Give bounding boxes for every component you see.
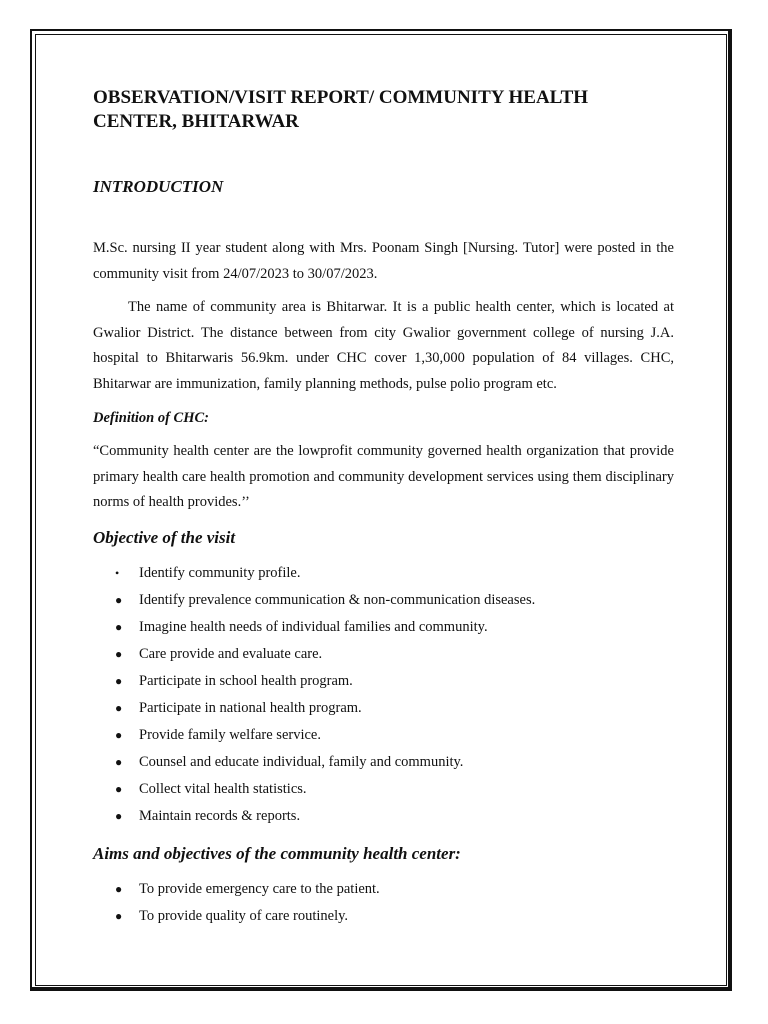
list-item-text: Maintain records & reports. (139, 807, 301, 824)
objectives-list (93, 560, 674, 830)
list-item (93, 903, 674, 930)
list-item-text: Identify prevalence communication & non-communication diseases. (139, 591, 536, 608)
objective-heading: Objective of the visit (93, 527, 236, 547)
list-item (93, 668, 674, 695)
bullet-icon: ● (115, 908, 123, 923)
list-item (93, 695, 674, 722)
list-item-text: Participate in national health program. (139, 699, 362, 716)
aims-heading: Aims and objectives of the community health center: (93, 843, 461, 863)
bullet-icon: ● (115, 808, 123, 823)
list-item-text: Counsel and educate individual, family and community. (139, 753, 464, 770)
document-title: OBSERVATION/VISIT REPORT/ COMMUNITY HEALTH CENTER, BHITARWAR (93, 87, 589, 132)
list-item-text: Participate in school health program. (139, 672, 353, 689)
list-item (93, 587, 674, 614)
list-item (93, 803, 674, 830)
list-item-text: Identify community profile. (139, 564, 301, 581)
bullet-icon: ● (115, 781, 123, 796)
bullet-icon: ● (115, 619, 123, 634)
bullet-icon: ● (115, 754, 123, 769)
list-item (93, 560, 674, 587)
list-item-text: To provide emergency care to the patient. (139, 880, 380, 897)
bullet-icon: ● (115, 646, 123, 661)
list-item-text: To provide quality of care routinely. (139, 907, 349, 924)
bullet-icon: ● (115, 727, 123, 742)
list-item-text: Imagine health needs of individual families and community. (139, 618, 488, 635)
definition-text: “Community health center are the lowprofit community governed health organization that provide primary health care health promotion and community development services using them disciplinary norms of health provides.’’ (93, 443, 674, 510)
list-item (93, 776, 674, 803)
intro-paragraph-1: M.Sc. nursing II year student along with Mrs. Poonam Singh [Nursing. Tutor] were posted in the community visit from 24/07/2023 to 30/07/2023. (93, 240, 674, 282)
introduction-heading: INTRODUCTION (93, 177, 224, 196)
bullet-icon: ● (115, 881, 123, 896)
definition-heading: Definition of CHC: (93, 410, 210, 426)
list-item-text: Provide family welfare service. (139, 726, 321, 743)
bullet-icon: ● (115, 673, 123, 688)
list-item (93, 722, 674, 749)
bullet-icon: ● (115, 592, 123, 607)
list-item-text: Care provide and evaluate care. (139, 645, 323, 662)
bullet-icon: ● (115, 700, 123, 715)
intro-paragraph-2: The name of community area is Bhitarwar. It is a public health center, which is located at Gwalior District. The distance between from city Gwalior government college of nursing J.A. hospital to Bhitarwaris 56.9km. under CHC cover 1,30,000 population of 84 villages. CHC, Bhitarwar are immunization, family planning methods, pulse polio program etc. (93, 299, 674, 392)
aims-list (93, 876, 674, 930)
document-content (93, 86, 674, 930)
list-item (93, 876, 674, 903)
list-item (93, 641, 674, 668)
bullet-icon: • (115, 565, 120, 580)
list-item (93, 614, 674, 641)
list-item-text: Collect vital health statistics. (139, 780, 307, 797)
list-item (93, 749, 674, 776)
